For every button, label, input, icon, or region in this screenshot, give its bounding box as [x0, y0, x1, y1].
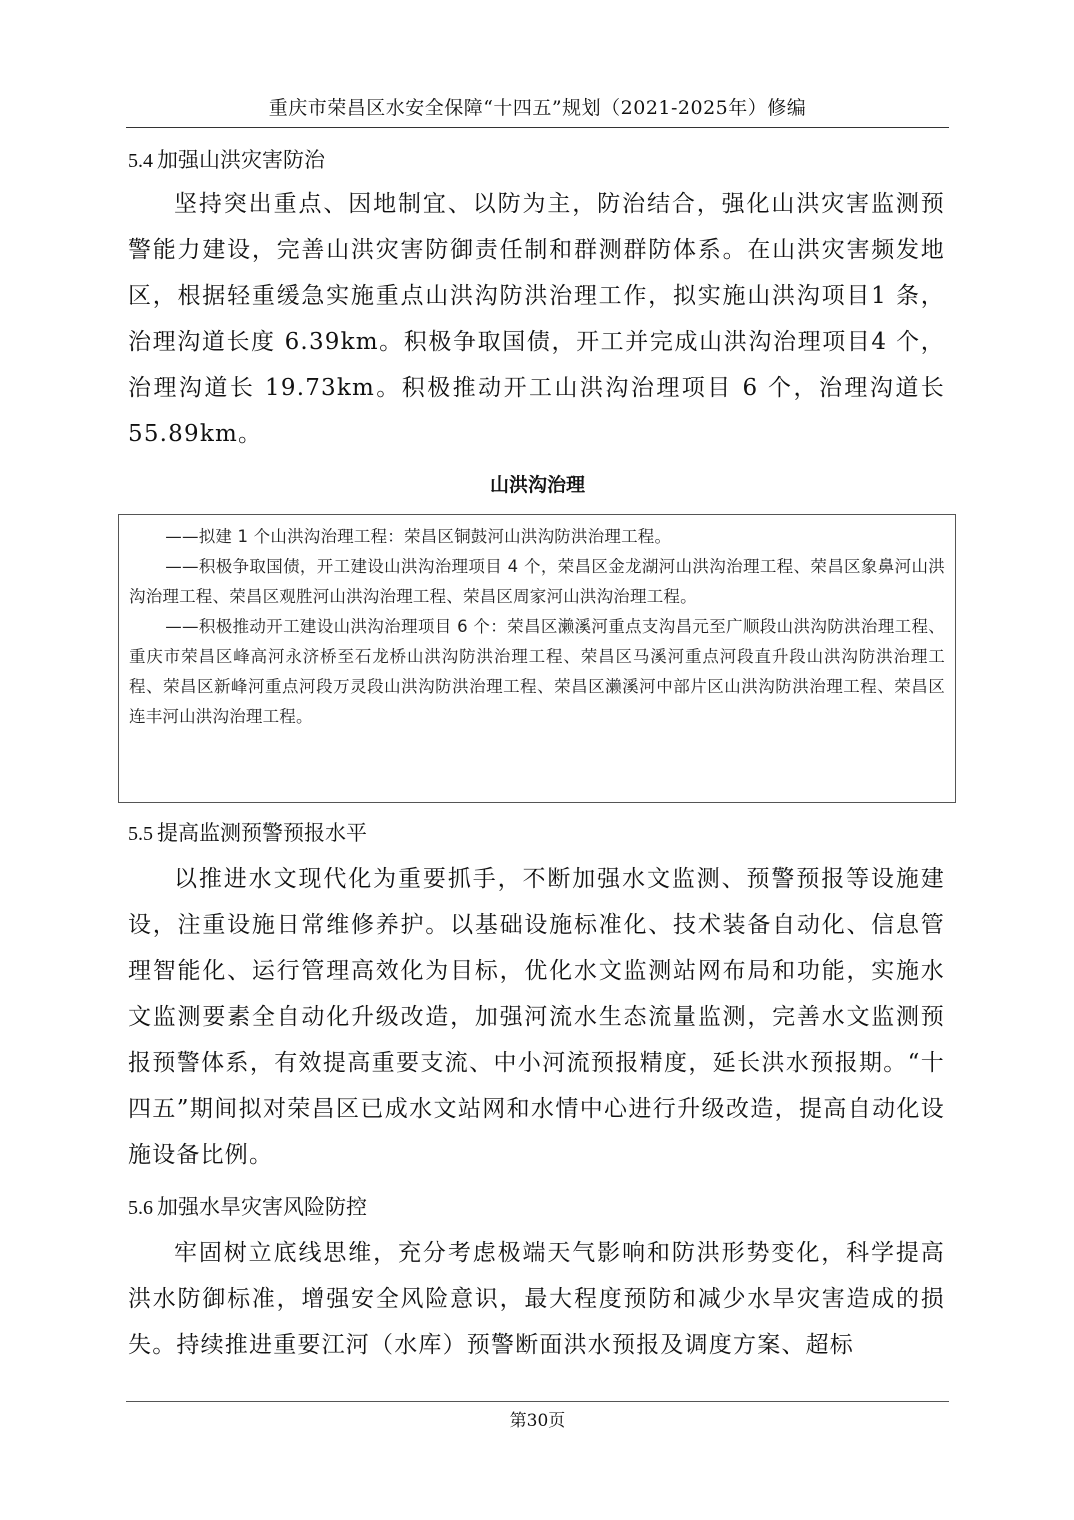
page-header	[126, 93, 949, 128]
section-heading-5-4	[128, 145, 325, 176]
box-item: ——拟建 1 个山洪沟治理工程：荣昌区铜鼓河山洪沟防洪治理工程。	[165, 527, 672, 546]
box-title: 山洪沟治理	[489, 474, 585, 496]
section-paragraph-5-6: 牢固树立底线思维，充分考虑极端天气影响和防洪形势变化，科学提高洪水防御标准，增强安全风险意识，最大程度预防和减少水旱灾害造成的损失。持续推进重要江河（水库）预警断面洪水预报及调度方案、超标	[128, 1240, 945, 1358]
section-paragraph-5-4: 坚持突出重点、因地制宜、以防为主，防治结合，强化山洪灾害监测预警能力建设，完善山洪灾害防御责任制和群测群防体系。在山洪灾害频发地区，根据轻重缓急实施重点山洪沟防洪治理工作，拟实施山洪沟项目1 条，治理沟道长度 6.39km。积极争取国债，开工并完成山洪沟治理项目4 个，治理沟道长 19.73km。积极推动开工山洪沟治理项目 6 个，治理沟道长 55.89km。	[128, 191, 945, 447]
section-number: 5.5	[128, 823, 153, 845]
section-title: 加强水旱灾害风险防控	[157, 1195, 367, 1219]
page-footer	[126, 1401, 949, 1434]
project-box	[118, 514, 956, 803]
document-title: 重庆市荣昌区水安全保障“十四五”规划（2021-2025年）修编	[268, 97, 807, 119]
section-paragraph-5-5: 以推进水文现代化为重要抓手，不断加强水文监测、预警预报等设施建设，注重设施日常维修养护。以基础设施标准化、技术装备自动化、信息管理智能化、运行管理高效化为目标，优化水文监测站网布局和功能，实施水文监测要素全自动化升级改造，加强河流水生态流量监测，完善水文监测预报预警体系，有效提高重要支流、中小河流预报精度，延长洪水预报期。“十四五”期间拟对荣昌区已成水文站网和水情中心进行升级改造，提高自动化设施设备比例。	[128, 866, 945, 1168]
section-title: 加强山洪灾害防治	[157, 148, 325, 172]
box-item: ——积极争取国债，开工建设山洪沟治理项目 4 个，荣昌区金龙湖河山洪沟治理工程、荣昌区象鼻河山洪沟治理工程、荣昌区观胜河山洪沟治理工程、荣昌区周家河山洪沟治理工程。	[129, 557, 945, 606]
section-number: 5.4	[128, 150, 153, 172]
section-heading-5-6	[128, 1192, 367, 1223]
section-number: 5.6	[128, 1197, 153, 1219]
section-heading-5-5	[128, 818, 367, 849]
section-title: 提高监测预警预报水平	[157, 821, 367, 845]
page-number: 第30页	[509, 1411, 566, 1431]
box-item: ——积极推动开工建设山洪沟治理项目 6 个：荣昌区濑溪河重点支沟昌元至广顺段山洪沟防洪治理工程、重庆市荣昌区峰高河永济桥至石龙桥山洪沟防洪治理工程、荣昌区马溪河重点河段直升段山洪沟防洪治理工程、荣昌区新峰河重点河段万灵段山洪沟防洪治理工程、荣昌区濑溪河中部片区山洪沟防洪治理工程、荣昌区连丰河山洪沟治理工程。	[129, 617, 945, 726]
